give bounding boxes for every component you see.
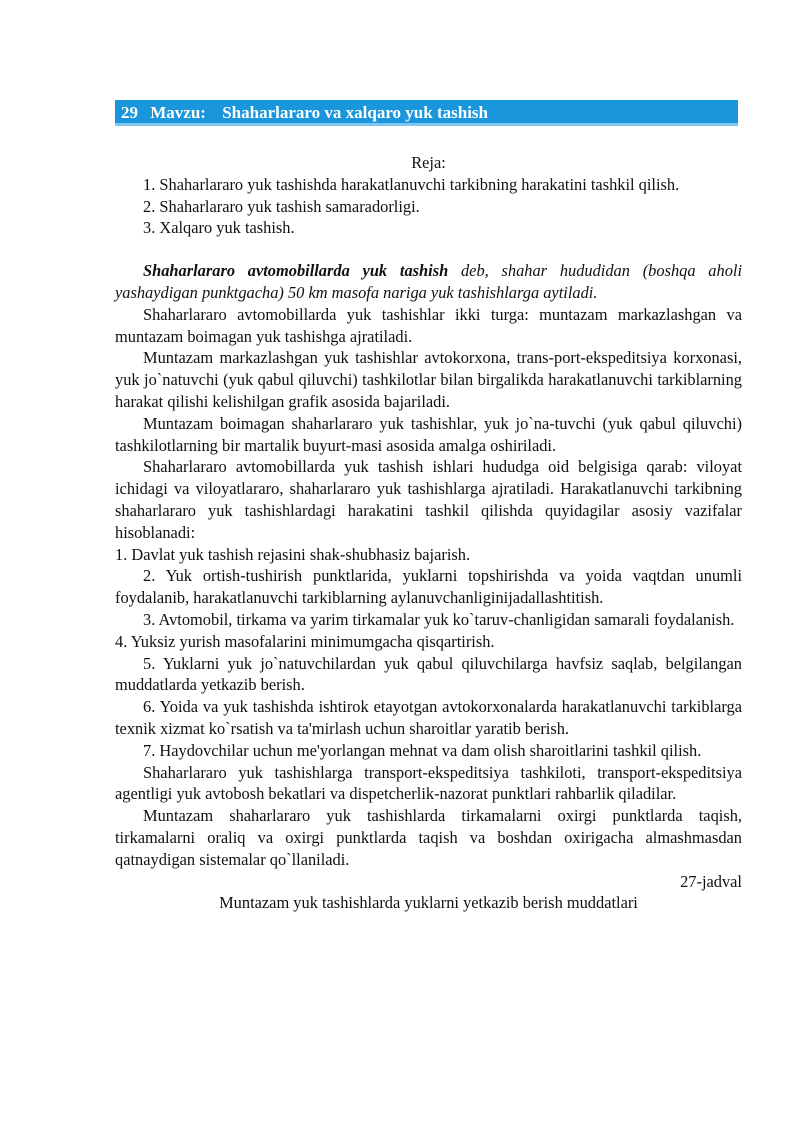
plan-item: 1. Shaharlararo yuk tashishda harakatlanuvchi tarkibning harakatini tashkil qilish. xyxy=(143,174,680,194)
document-body xyxy=(115,152,742,914)
task-item: 3. Avtomobil, tirkama va yarim tirkamalar yuk ko`taruv-chanligidan samarali foydalanish. xyxy=(143,609,735,629)
definition-paragraph xyxy=(115,260,742,304)
body-paragraph: Shaharlararo avtomobillarda yuk tashishlar ikki turga: muntazam markazlashgan va muntazam boimagan yuk tashishga ajratiladi. xyxy=(115,304,742,346)
plan-item: 2. Shaharlararo yuk tashish samaradorligi. xyxy=(143,196,420,216)
task-item: 2. Yuk ortish-tushirish punktlarida, yuklarni topshirishda va yoida vaqtdan unumli foydalanib, harakatlanuvchi tarkiblarning aylanuvchanliginijadallashtitish. xyxy=(115,566,742,608)
definition-text: deb, shahar hududidan (boshqa aholi yashaydigan punktgacha) 50 km masofa nariga yuk tashishlarga aytiladi. xyxy=(115,261,742,302)
chapter-number: 29 xyxy=(121,103,138,122)
body-paragraph: Muntazam markazlashgan yuk tashishlar avtokorxona, trans-port-ekspeditsiya korxonasi, yuk jo`natuvchi (yuk qabul qiluvchi) tashkilotlar bilan birgalikda harakatlanuvchi tarkiblarning harakat qilishi kelishilgan grafik asosida bajariladi. xyxy=(115,348,742,411)
plan-item: 3. Xalqaro yuk tashish. xyxy=(143,218,295,238)
table-caption: Muntazam yuk tashishlarda yuklarni yetkazib berish muddatlari xyxy=(219,893,638,913)
table-label: 27-jadval xyxy=(680,871,742,891)
task-item: 7. Haydovchilar uchun me'yorlangan mehnat va dam olish sharoitlarini tashkil qilish. xyxy=(143,740,702,760)
body-paragraph: Muntazam shaharlararo yuk tashishlarda tirkamalarni oxirgi punktlarda taqish, tirkamalarni oraliq va oxirgi punktlarda taqish va boshdan oxirigacha almashmasdan qatnaydigan sistemalar qo`llaniladi. xyxy=(115,806,742,869)
task-item: 1. Davlat yuk tashish rejasini shak-shubhasiz bajarish. xyxy=(115,544,471,564)
task-item: 5. Yuklarni yuk jo`natuvchilardan yuk qabul qiluvchilarga havfsiz saqlab, belgilangan muddatlarda yetkazib berish. xyxy=(115,653,742,695)
task-item: 6. Yoida va yuk tashishda ishtirok etayotgan avtokorxonalarda harakatlanuvchi tarkiblarga texnik xizmat ko`rsatish va ta'mirlash uchun sharoitlar yaratib berish. xyxy=(115,697,742,738)
chapter-header xyxy=(115,100,738,126)
body-paragraph: Shaharlararo avtomobillarda yuk tashish ishlari hududga oid belgisiga qarab: viloyat ichidagi va viloyatlararo, shaharlararo yuk tashishlarga ajratiladi. Harakatlanuvchi tarkibning shaharlararo yuk tashishlardagi harakatini tashkil qilishda quyidagilar asosiy vazifalar hisoblanadi: xyxy=(115,457,742,542)
task-item: 4. Yuksiz yurish masofalarini minimumgacha qisqartirish. xyxy=(115,631,495,651)
plan-heading: Reja: xyxy=(411,153,446,172)
chapter-label: Mavzu: xyxy=(150,103,206,122)
definition-term: Shaharlararo avtomobillarda yuk tashish xyxy=(143,261,449,281)
document-page xyxy=(115,100,742,914)
chapter-title: Shaharlararo va xalqaro yuk tashish xyxy=(222,103,488,122)
body-paragraph: Shaharlararo yuk tashishlarga transport-ekspeditsiya tashkiloti, transport-ekspeditsiya agentligi yuk avtobosh bekatlari va dispetcherlik-nazorat punktlari rahbarlik qiladilar. xyxy=(115,762,742,804)
body-paragraph: Muntazam boimagan shaharlararo yuk tashishlar, yuk jo`na-tuvchi (yuk qabul qiluvchi) tashkilotlarning bir martalik buyurt-masi asosida amalga oshiriladi. xyxy=(115,413,742,455)
